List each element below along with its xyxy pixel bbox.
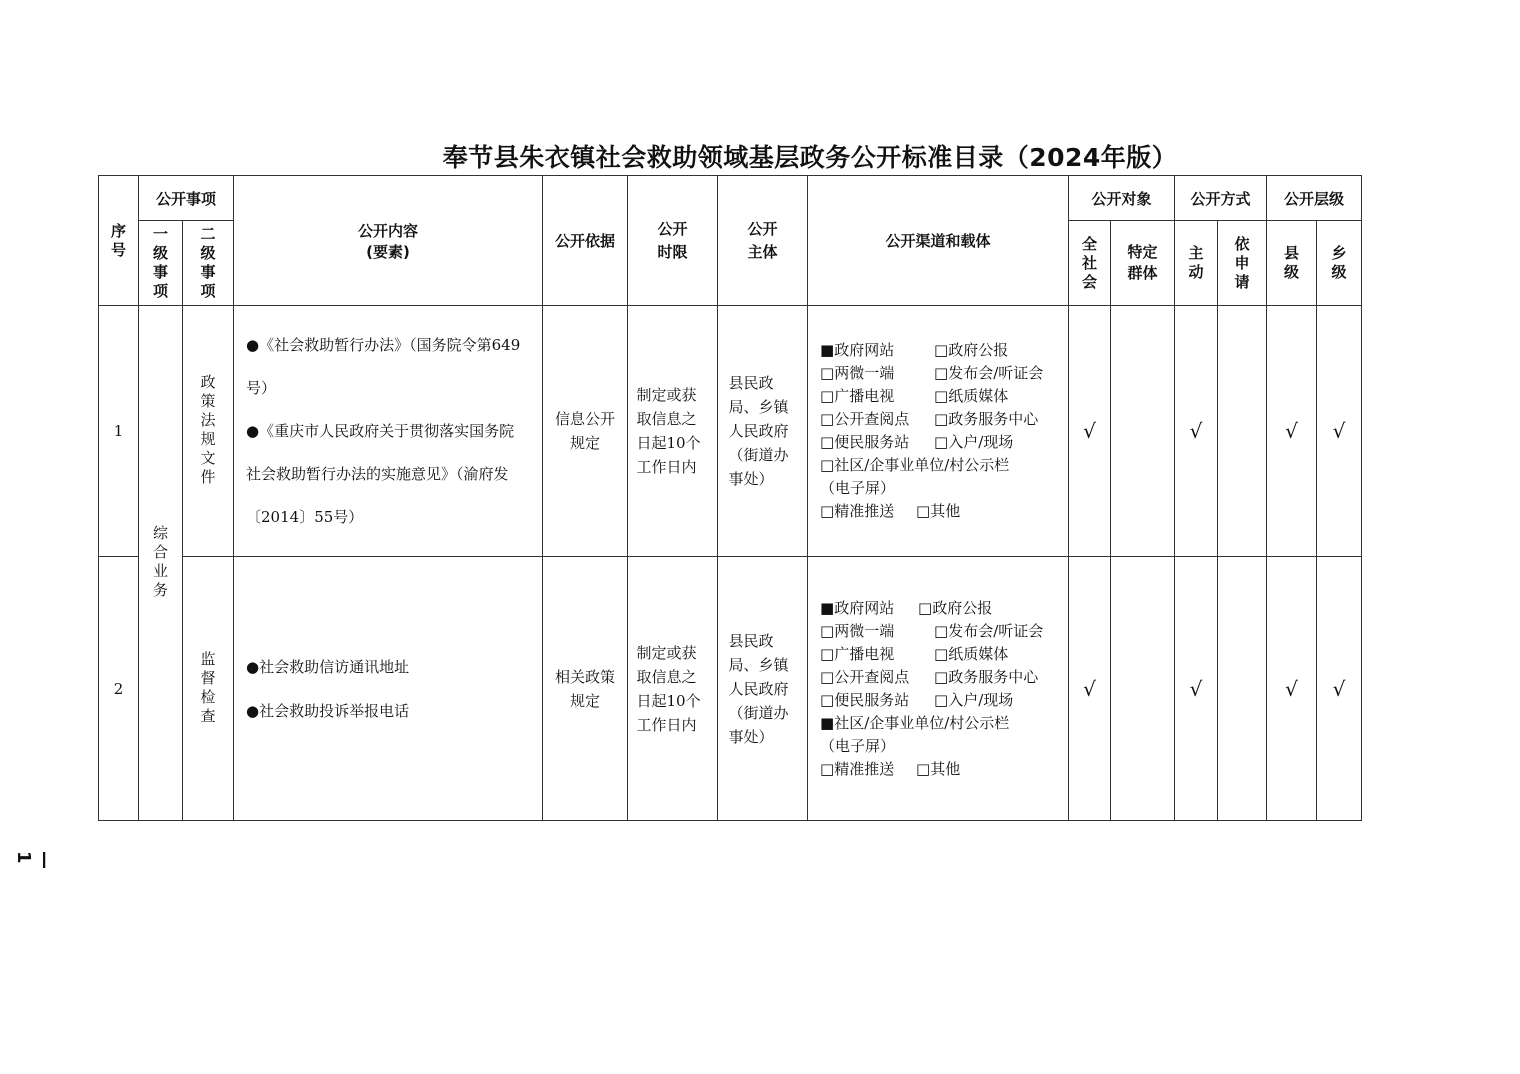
- channel-item: □纸质媒体: [934, 387, 1009, 405]
- row1-active-check: √: [1175, 306, 1218, 557]
- header-level: 公开层级: [1267, 176, 1362, 221]
- row1-time-text: 制定或获取信息之日起10个工作日内: [636, 386, 701, 476]
- row1-level2-text: 政策法规文件: [200, 373, 216, 486]
- table-row: [99, 557, 1362, 821]
- row2-basis-text: 相关政策规定: [555, 667, 616, 710]
- channel-row: [820, 477, 1068, 500]
- row1-content-line: 〔2014〕55号）: [246, 507, 364, 526]
- channel-row: [820, 735, 1068, 758]
- channel-item: □政务服务中心: [934, 410, 1039, 428]
- header-town-text: 乡级: [1331, 244, 1347, 281]
- channel-item: ■政府网站: [820, 598, 895, 617]
- row2-town-check: √: [1317, 557, 1362, 821]
- row1-on-request-check: [1218, 306, 1267, 557]
- channel-row: [820, 454, 1068, 477]
- row1-specific-group-check: [1111, 306, 1175, 557]
- header-content-text: 公开内容: [358, 221, 419, 240]
- row1-time: [628, 306, 718, 557]
- row2-time-text: 制定或获取信息之日起10个工作日内: [636, 643, 701, 734]
- channel-row: [820, 431, 1068, 454]
- header-method: 公开方式: [1175, 176, 1267, 221]
- channel-item: □入户/现场: [934, 690, 1014, 709]
- channel-item: □发布会/听证会: [934, 621, 1044, 640]
- row2-content-line: ●社会救助信访通讯地址: [246, 657, 410, 676]
- row1-content: [234, 306, 543, 557]
- row1-county-check: √: [1267, 306, 1317, 557]
- channel-row: [820, 712, 1068, 735]
- level1-cell: [139, 306, 183, 821]
- channel-row: [820, 362, 1068, 385]
- row1-all-society-check: √: [1069, 306, 1111, 557]
- row1-level2: [183, 306, 234, 557]
- channel-row: [820, 689, 1068, 712]
- header-content-sub: (要素): [366, 242, 410, 261]
- channel-row: [820, 500, 1068, 523]
- header-on-request-text: 依申请: [1234, 234, 1250, 291]
- header-active-text: 主动: [1188, 244, 1204, 281]
- row2-channels: [808, 557, 1069, 821]
- header-target: 公开对象: [1069, 176, 1175, 221]
- channel-row: [820, 758, 1068, 781]
- row2-level2-text: 监督检查: [200, 649, 216, 725]
- channel-row: [820, 385, 1068, 408]
- channel-item: □政务服务中心: [934, 667, 1039, 686]
- channel-item: （电子屏）: [820, 736, 896, 755]
- row1-basis-text: 信息公开规定: [555, 410, 616, 452]
- row2-content-line: ●社会救助投诉举报电话: [246, 701, 410, 720]
- channel-row: [820, 597, 1068, 620]
- channel-item: □公开查阅点: [820, 667, 910, 686]
- header-seq-text: 序号: [110, 221, 126, 259]
- channel-item: □政府公报: [918, 598, 993, 617]
- header-time-text: 公开时限: [657, 219, 688, 261]
- channel-row: [820, 666, 1068, 689]
- header-basis: 公开依据: [543, 176, 628, 306]
- channel-item: □精准推送: [820, 502, 895, 520]
- header-subject: [718, 176, 808, 306]
- header-subject-text: 公开主体: [747, 219, 778, 261]
- row1-subject: [718, 306, 808, 557]
- channel-item: □广播电视: [820, 644, 895, 663]
- channel-item: ■政府网站: [820, 341, 895, 359]
- channel-item: □便民服务站: [820, 433, 910, 451]
- channel-item: □两微一端: [820, 364, 895, 382]
- document-title: 奉节县朱衣镇社会救助领域基层政务公开标准目录（2024年版）: [442, 143, 1178, 172]
- header-level2: [183, 221, 234, 306]
- row1-content-line: ●《社会救助暂行办法》（国务院令第649: [246, 335, 521, 354]
- channel-item: （电子屏）: [820, 479, 896, 497]
- channel-item: □其他: [916, 502, 961, 520]
- header-channels: 公开渠道和载体: [808, 176, 1069, 306]
- header-county: [1267, 221, 1317, 306]
- channel-item: ■社区/企事业单位/村公示栏: [820, 713, 1010, 732]
- header-specific-group-text: 特定群体: [1127, 243, 1158, 282]
- channel-item: □其他: [916, 759, 961, 778]
- channel-row: [820, 620, 1068, 643]
- channel-item: □便民服务站: [820, 690, 910, 709]
- header-seq: [99, 176, 139, 306]
- row1-content-line: ●《重庆市人民政府关于贯彻落实国务院: [246, 421, 515, 440]
- table-row: [99, 306, 1362, 557]
- row1-subject-text: 县民政局、乡镇人民政府（街道办事处）: [728, 374, 789, 488]
- header-time: [628, 176, 718, 306]
- row2-active-check: √: [1175, 557, 1218, 821]
- channel-item: □广播电视: [820, 387, 895, 405]
- row2-subject: [718, 557, 808, 821]
- catalog-table: [98, 175, 1362, 821]
- row1-channels: [808, 306, 1069, 557]
- header-level2-text: 二级事项: [200, 225, 216, 300]
- channel-row: [820, 339, 1068, 362]
- channel-item: □两微一端: [820, 621, 895, 640]
- channel-item: □公开查阅点: [820, 410, 910, 428]
- row2-specific-group-check: [1111, 557, 1175, 821]
- row2-county-check: √: [1267, 557, 1317, 821]
- row1-town-check: √: [1317, 306, 1362, 557]
- header-county-text: 县级: [1284, 244, 1300, 281]
- channel-item: □发布会/听证会: [934, 364, 1044, 382]
- header-specific-group: [1111, 221, 1175, 306]
- channel-item: □纸质媒体: [934, 644, 1009, 663]
- header-items: 公开事项: [139, 176, 234, 221]
- row1-content-line: 社会救助暂行办法的实施意见》（渝府发: [246, 464, 509, 483]
- channel-item: □政府公报: [934, 341, 1009, 359]
- header-active: [1175, 221, 1218, 306]
- header-level1-text: 一级事项: [152, 225, 168, 300]
- header-all-society: [1069, 221, 1111, 306]
- row2-seq: 2: [99, 557, 139, 821]
- row2-content: [234, 557, 543, 821]
- header-all-society-text: 全社会: [1082, 234, 1098, 291]
- channel-item: □精准推送: [820, 759, 895, 778]
- row2-level2: [183, 557, 234, 821]
- channel-item: □入户/现场: [934, 433, 1014, 451]
- row2-subject-text: 县民政局、乡镇人民政府（街道办事处）: [728, 631, 789, 746]
- page-number: — 1: [13, 851, 55, 869]
- header-on-request: [1218, 221, 1267, 306]
- channel-row: [820, 408, 1068, 431]
- row2-on-request-check: [1218, 557, 1267, 821]
- row2-all-society-check: √: [1069, 557, 1111, 821]
- channel-item: □社区/企事业单位/村公示栏: [820, 456, 1010, 474]
- header-content: [234, 176, 543, 306]
- header-level1: [139, 221, 183, 306]
- row1-content-line: 号）: [246, 378, 277, 397]
- channel-row: [820, 643, 1068, 666]
- row1-basis: [543, 306, 628, 557]
- row2-time: [628, 557, 718, 821]
- header-town: [1317, 221, 1362, 306]
- level1-text: 综合业务: [152, 524, 168, 599]
- row1-seq: 1: [99, 306, 139, 557]
- row2-basis: [543, 557, 628, 821]
